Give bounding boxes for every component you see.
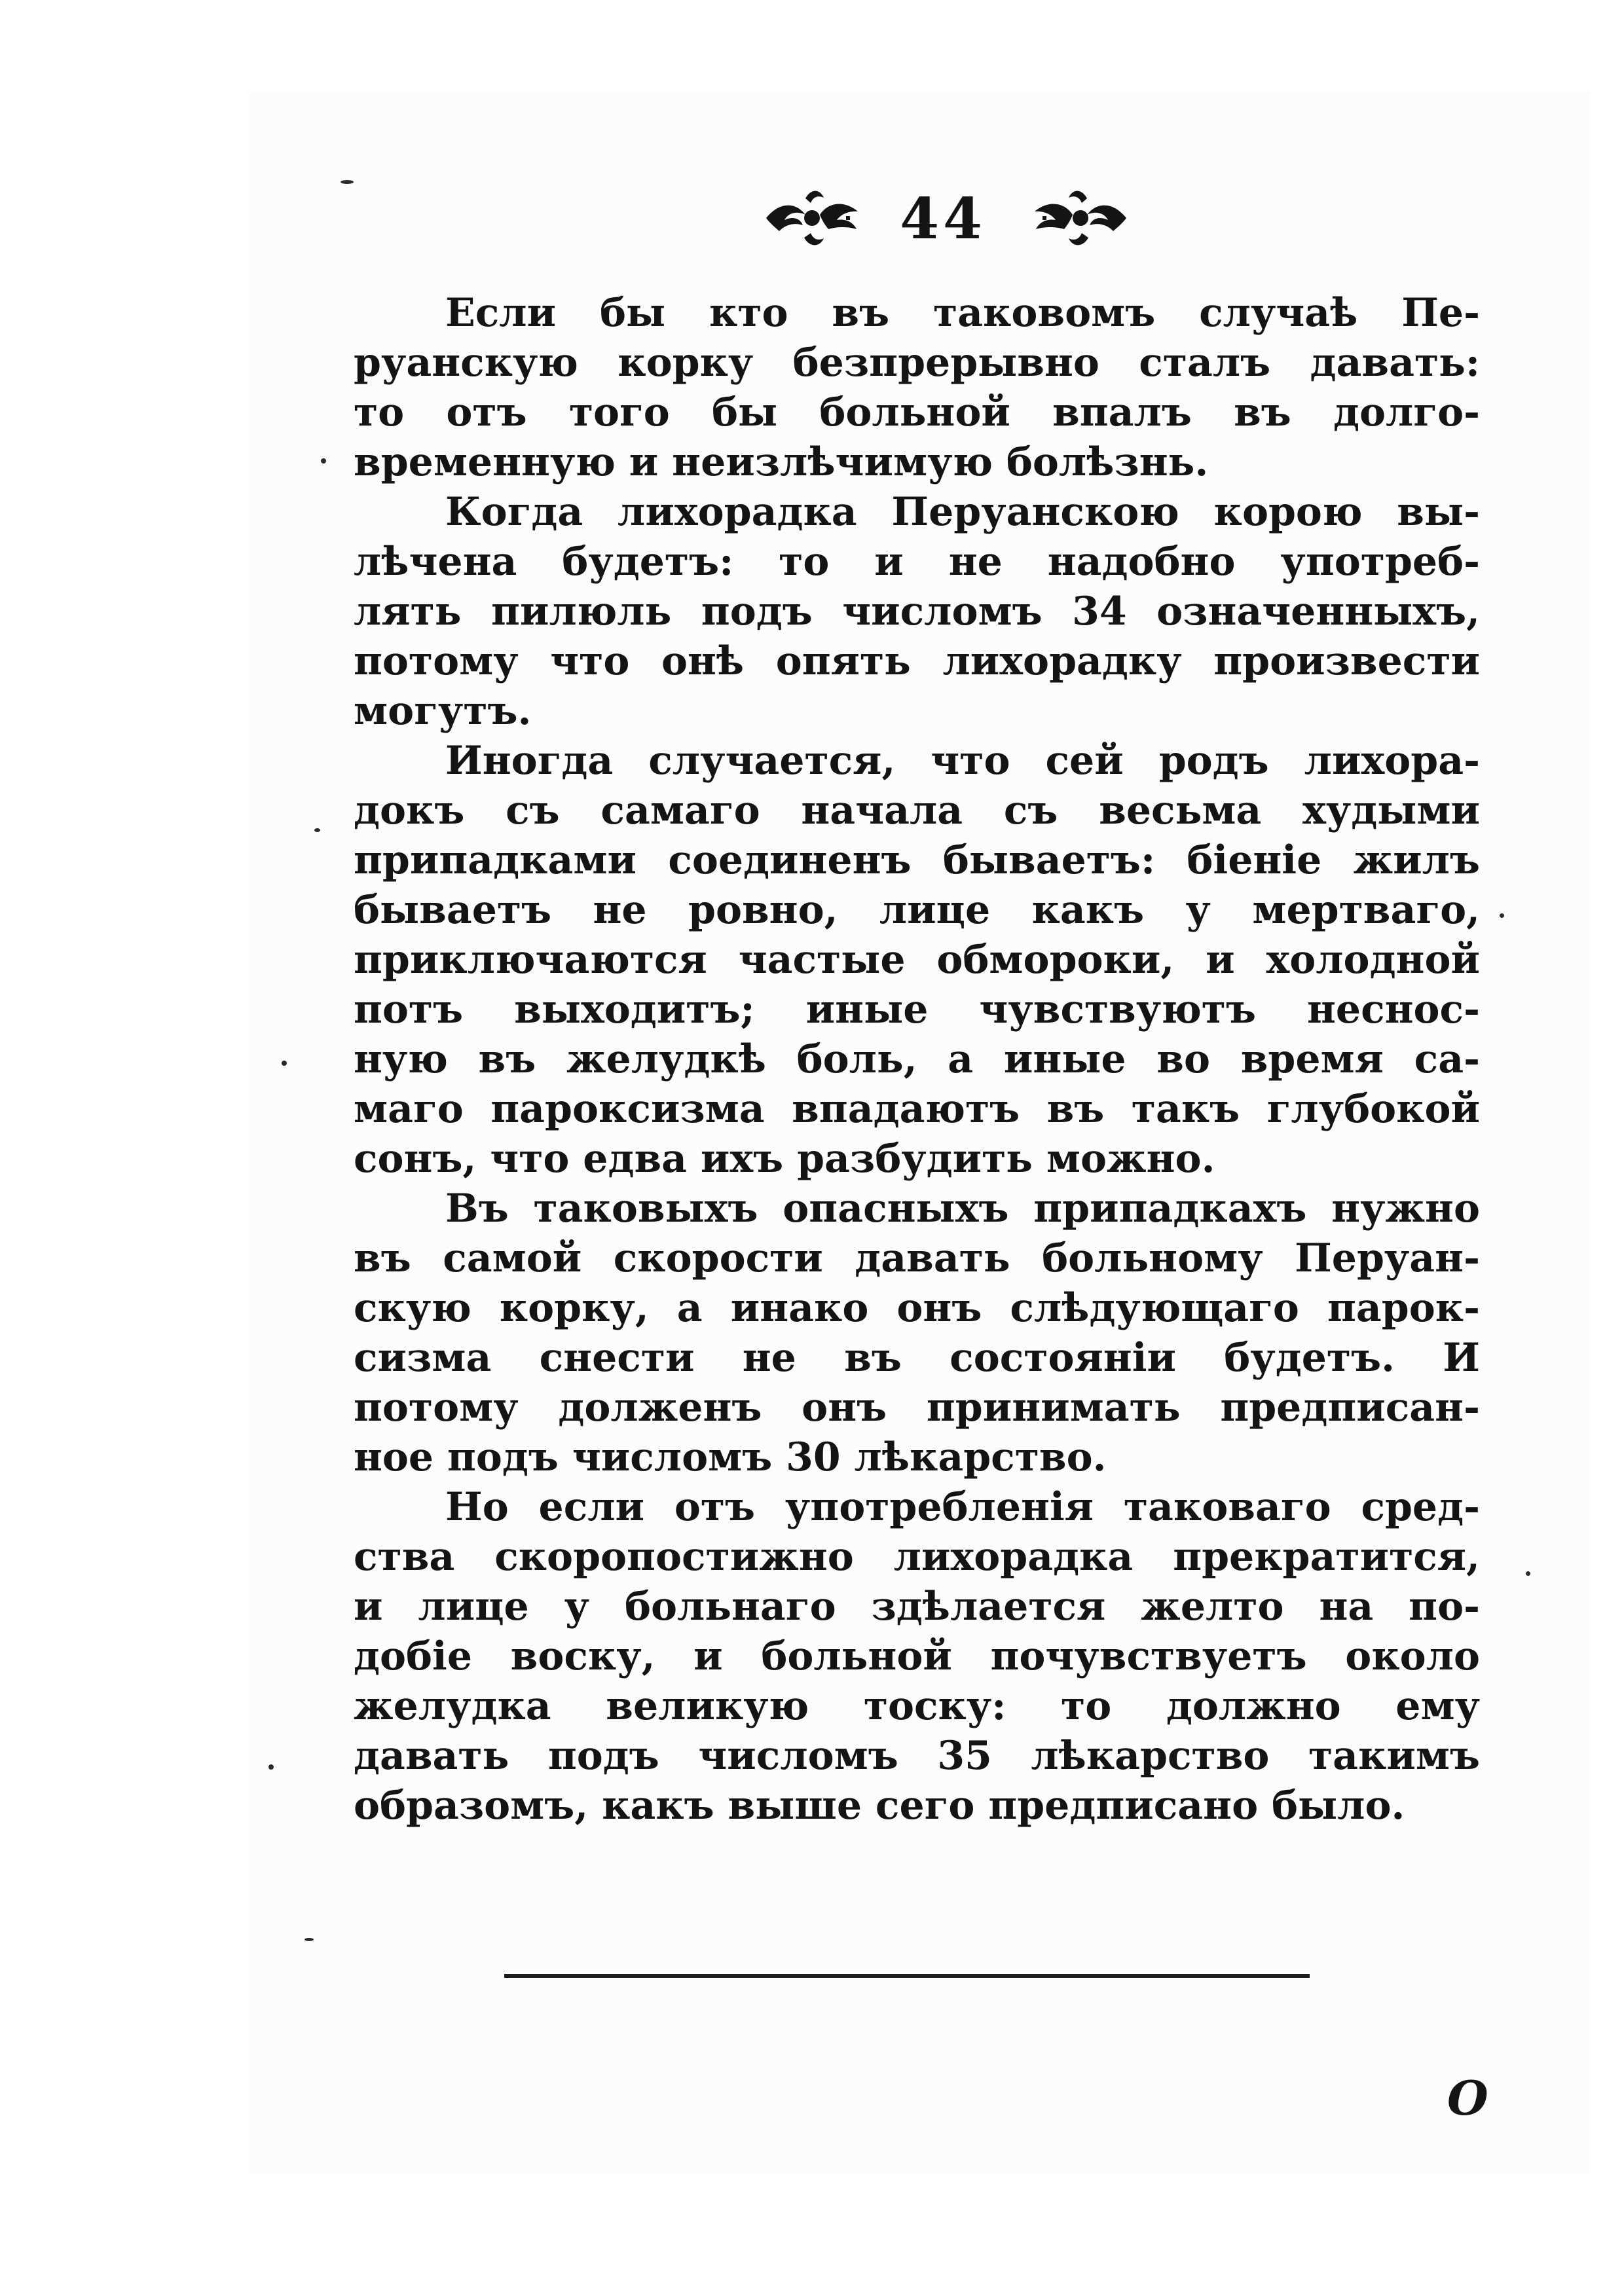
text-line: и лице у больнаго здѣлается желто на по- [354,1584,1480,1630]
floral-ornament-icon [1028,182,1133,254]
floral-ornament-icon [760,182,864,254]
body-text [354,288,1480,1831]
paragraph-1 [354,288,1480,487]
paragraph-2 [354,487,1480,736]
text-line: потому долженъ онъ принимать предписан- [354,1385,1480,1430]
text-line: Иногда случается, что сей родъ лихора- [445,738,1480,784]
page-number: 44 [900,186,986,252]
text-line: потому что онѣ опять лихорадку произвести [354,638,1480,684]
text-line: Въ таковыхъ опасныхъ припадкахъ нужно [445,1186,1480,1231]
text-line: приключаются частые обмороки, и холодной [354,937,1480,983]
paragraph-3 [354,736,1480,1184]
scan-speck [321,458,326,464]
page-header [720,177,1179,268]
text-line: Если бы кто въ таковомъ случаѣ Пе- [445,290,1480,336]
paragraph-5 [354,1482,1480,1831]
scan-speck [304,1938,314,1941]
text-line: лѣчена будетъ: то и не надобно употреб- [354,539,1480,585]
scan-speck [314,828,320,832]
text-line: могутъ. [354,688,532,734]
text-line: скую корку, а инако онъ слѣдующаго парок- [354,1285,1480,1331]
text-line: образомъ, какъ выше сего предписано было. [354,1783,1405,1829]
text-line: припадками соединенъ бываетъ: біеніе жилъ [354,837,1480,883]
text-line: ную въ желудкѣ боль, а иные во время са- [354,1036,1480,1082]
text-line: потъ выходитъ; иные чувствуютъ несноc- [354,987,1480,1032]
scan-speck [341,180,354,184]
text-line: сонъ, что едва ихъ разбудить можно. [354,1136,1215,1182]
text-line: ства скоропостижно лихорадка прекратится, [354,1534,1480,1580]
text-line: то отъ того бы больной впалъ въ долго- [354,390,1480,435]
catchword: О [1447,2070,1488,2126]
scan-speck [1500,913,1504,918]
scan-speck [282,1061,287,1066]
text-line: Когда лихорадка Перуанскою корою вы- [445,489,1480,535]
text-line: желудка великую тоску: то должно ему [354,1683,1480,1729]
end-rule [504,1974,1310,1978]
text-line: бываетъ не ровно, лице какъ у мертваго, [354,887,1480,933]
text-line: лять пилюль подъ числомъ 34 означенныхъ, [354,589,1480,634]
text-line: временную и неизлѣчимую болѣзнь. [354,439,1209,485]
text-line: добіе воску, и больной почувствуетъ около [354,1633,1480,1679]
text-line: въ самой скорости давать больному Перуан- [354,1235,1480,1281]
scan-speck [268,1764,274,1770]
text-line: ное подъ числомъ 30 лѣкарство. [354,1434,1107,1480]
paragraph-4 [354,1184,1480,1482]
text-line: докъ съ самаго начала съ весьма худыми [354,788,1480,833]
text-line: Но если отъ употребленія таковаго сред- [445,1484,1480,1530]
text-line: давать подъ числомъ 35 лѣкарство такимъ [354,1733,1480,1779]
scan-speck [1526,1571,1530,1576]
text-line: сизма снести не въ состояніи будетъ. И [354,1335,1480,1381]
text-line: маго пароксизма впадаютъ въ такъ глубокой [354,1086,1480,1132]
text-line: руанскую корку безпрерывно сталъ давать: [354,340,1480,386]
